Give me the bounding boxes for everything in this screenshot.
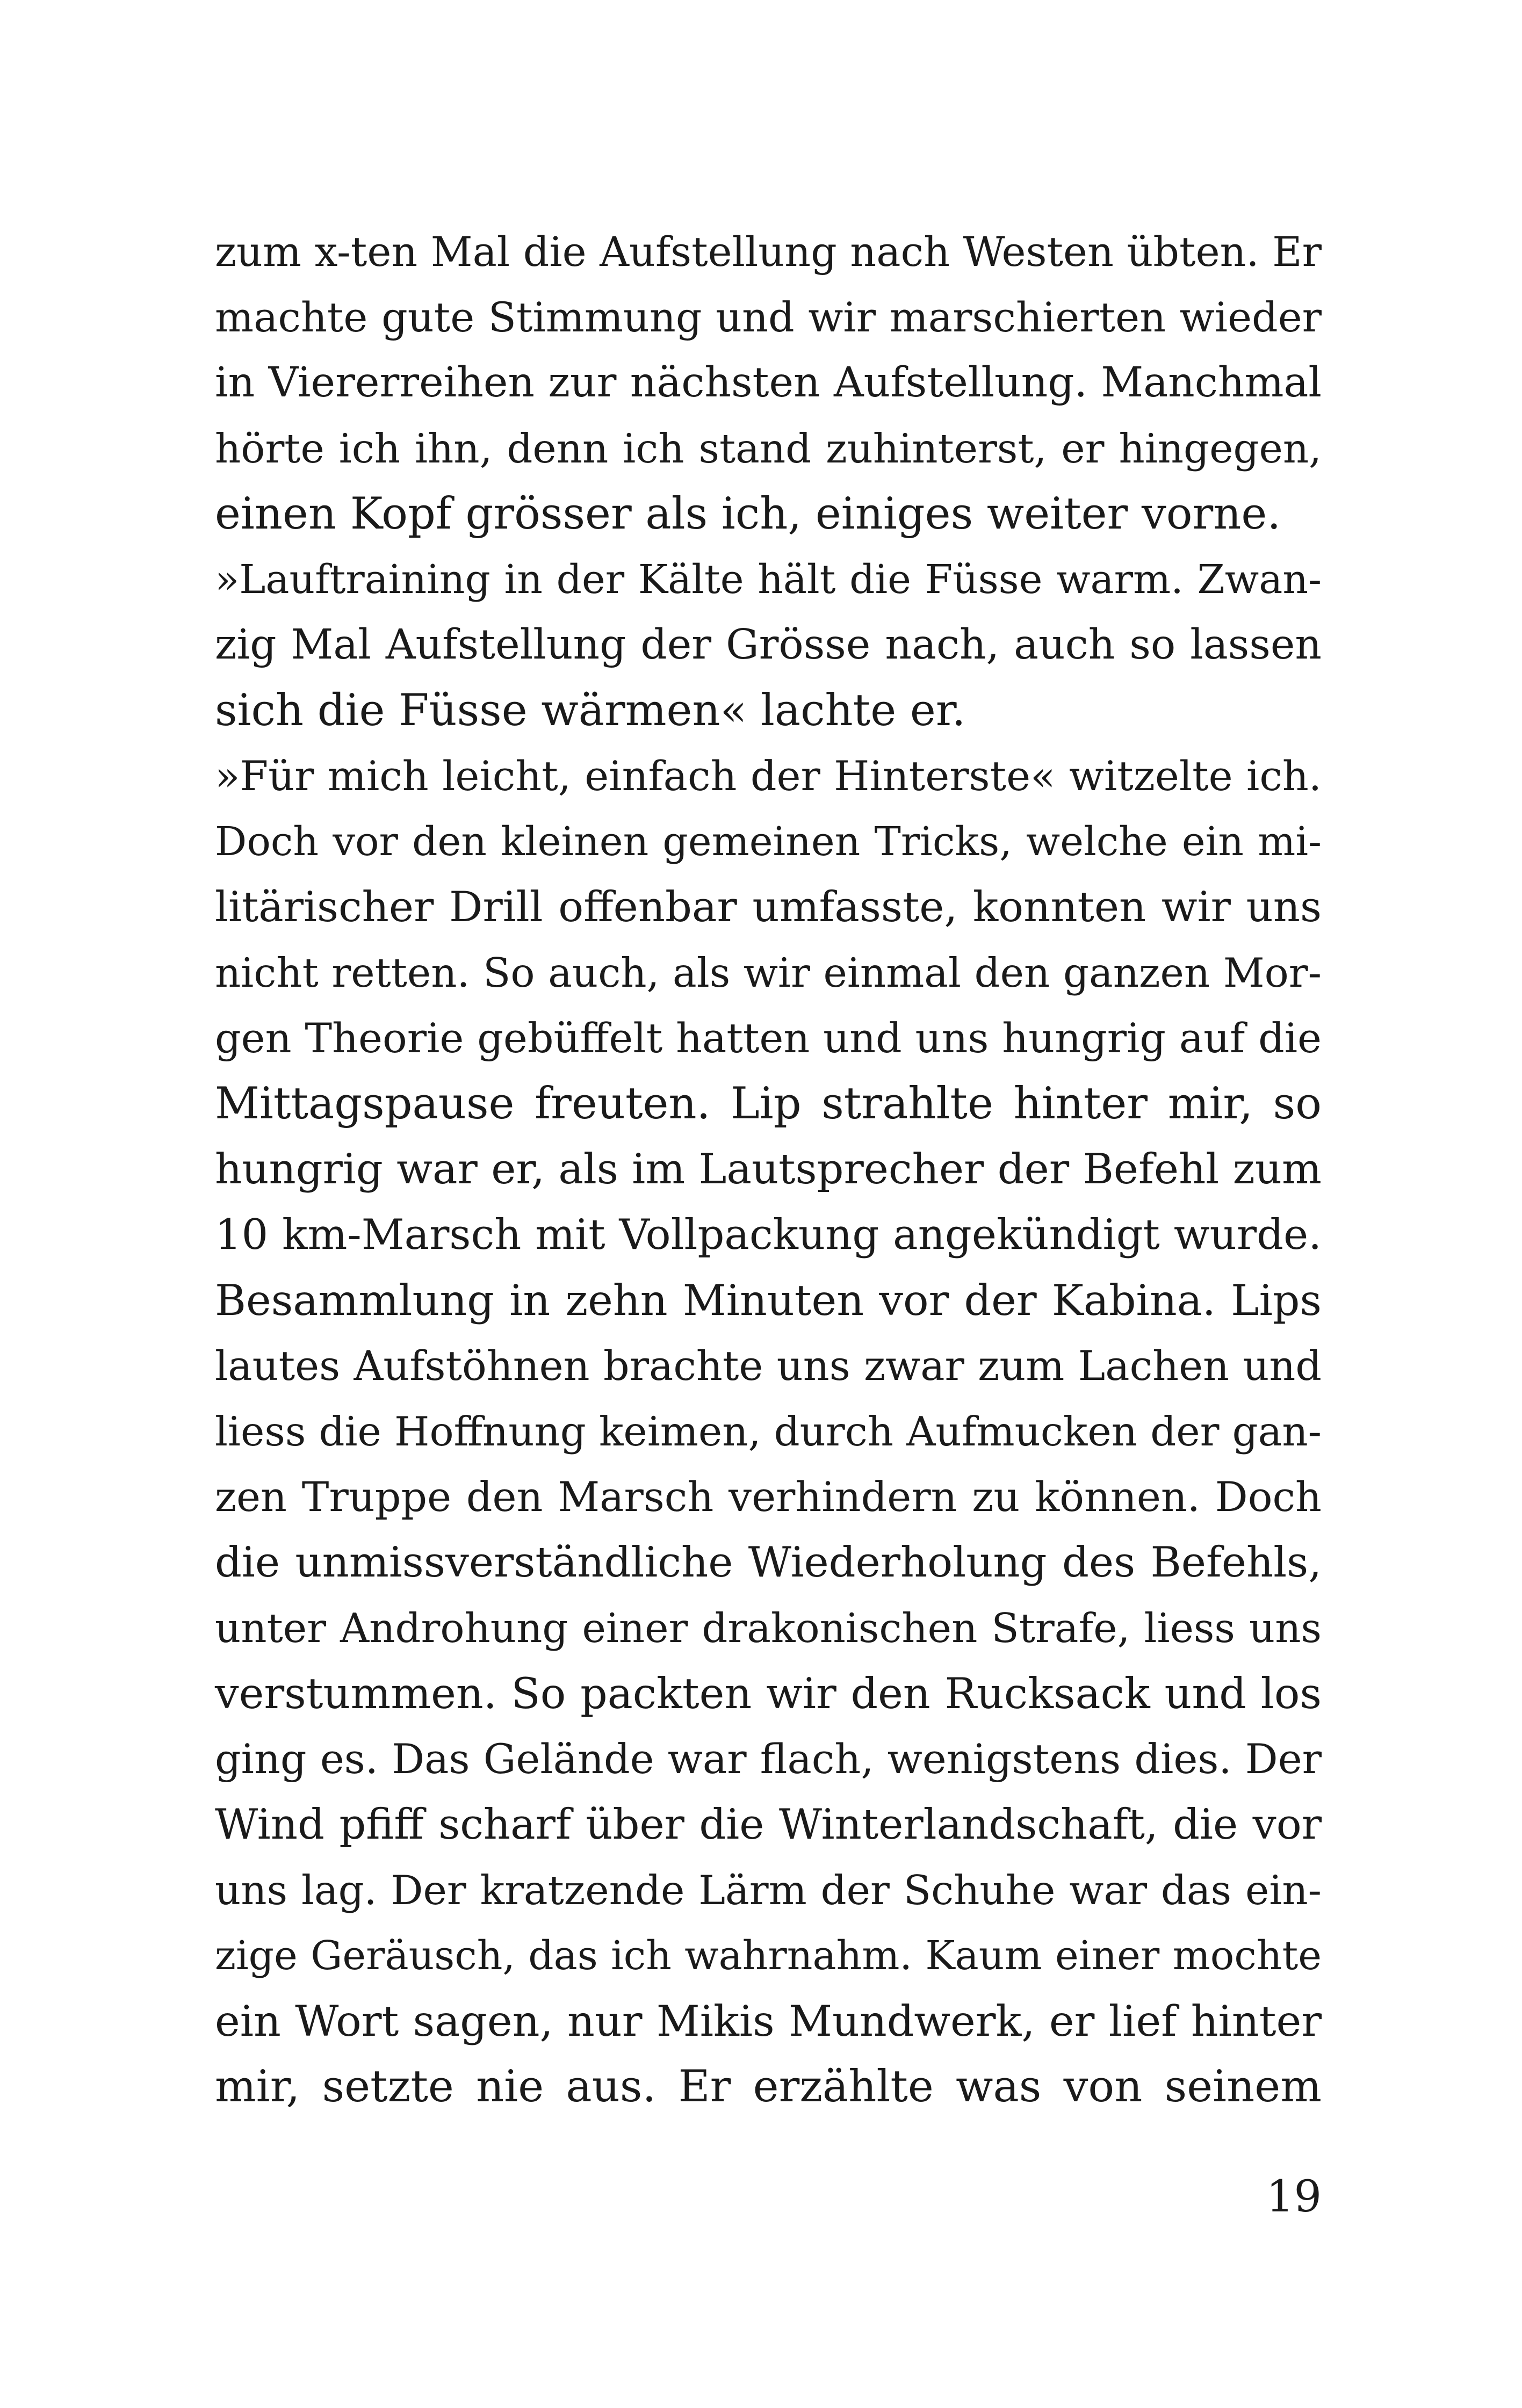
text-line: zen Truppe den Marsch verhindern zu können. Doch: [215, 1473, 1322, 1521]
text-line: ging es. Das Gelände war flach, wenigstens dies. Der: [215, 1735, 1322, 1783]
text-line: nicht retten. So auch, als wir einmal den ganzen Mor-: [215, 949, 1322, 996]
text-line: unter Androhung einer drakonischen Strafe, liess uns: [215, 1604, 1322, 1652]
text-line: liess die Hoffnung keimen, durch Aufmucken der gan-: [215, 1408, 1322, 1455]
text-line: zum x-ten Mal die Aufstellung nach Westen übten. Er: [215, 228, 1322, 276]
text-line: hörte ich ihn, denn ich stand zuhinterst, er hingegen,: [215, 425, 1322, 472]
text-line: machte gute Stimmung und wir marschierten wieder: [215, 293, 1322, 341]
text-line: in Viererreihen zur nächsten Aufstellung. Manchmal: [215, 359, 1322, 407]
text-line: Wind pfiff scharf über die Winterlandschaft, die vor: [215, 1800, 1322, 1849]
text-line: gen Theorie gebüffelt hatten und uns hungrig auf die: [215, 1014, 1322, 1062]
text-line: lautes Aufstöhnen brachte uns zwar zum Lachen und: [215, 1342, 1322, 1390]
text-line: Doch vor den kleinen gemeinen Tricks, welche ein mi-: [215, 819, 1322, 865]
text-line: verstummen. So packten wir den Rucksack und los: [215, 1669, 1322, 1718]
text-line: litärischer Drill offenbar umfasste, konnten wir uns: [215, 883, 1322, 931]
text-line: sich die Füsse wärmen« lachte er.: [215, 685, 966, 736]
text-line: einen Kopf grösser als ich, einiges weiter vorne.: [215, 489, 1281, 539]
text-line: »Für mich leicht, einfach der Hinterste« witzelte ich.: [215, 752, 1322, 800]
text-line: hungrig war er, als im Lautsprecher der Befehl zum: [215, 1145, 1322, 1194]
text-line: »Lauftraining in der Kälte hält die Füsse warm. Zwan-: [215, 556, 1322, 603]
text-line: mir, setzte nie aus. Er erzählte was von seinem: [215, 2062, 1322, 2112]
text-line: Mittagspause freuten. Lip strahlte hinter mir, so: [215, 1079, 1322, 1129]
text-line: zige Geräusch, das ich wahrnahm. Kaum einer mochte: [215, 1933, 1322, 1979]
text-line: zig Mal Aufstellung der Grösse nach, auch so lassen: [215, 621, 1322, 669]
text-line: Besammlung in zehn Minuten vor der Kabina. Lips: [215, 1276, 1322, 1325]
text-line: ein Wort sagen, nur Mikis Mundwerk, er lief hinter: [215, 1997, 1322, 2046]
text-line: 10 km-Marsch mit Vollpackung angekündigt wurde.: [215, 1211, 1322, 1259]
text-line: die unmissverständliche Wiederholung des Befehls,: [215, 1538, 1322, 1587]
body-text: [215, 219, 1322, 2120]
text-line: uns lag. Der kratzende Lärm der Schuhe war das ein-: [215, 1867, 1322, 1914]
page-number: 19: [1266, 2172, 1322, 2222]
